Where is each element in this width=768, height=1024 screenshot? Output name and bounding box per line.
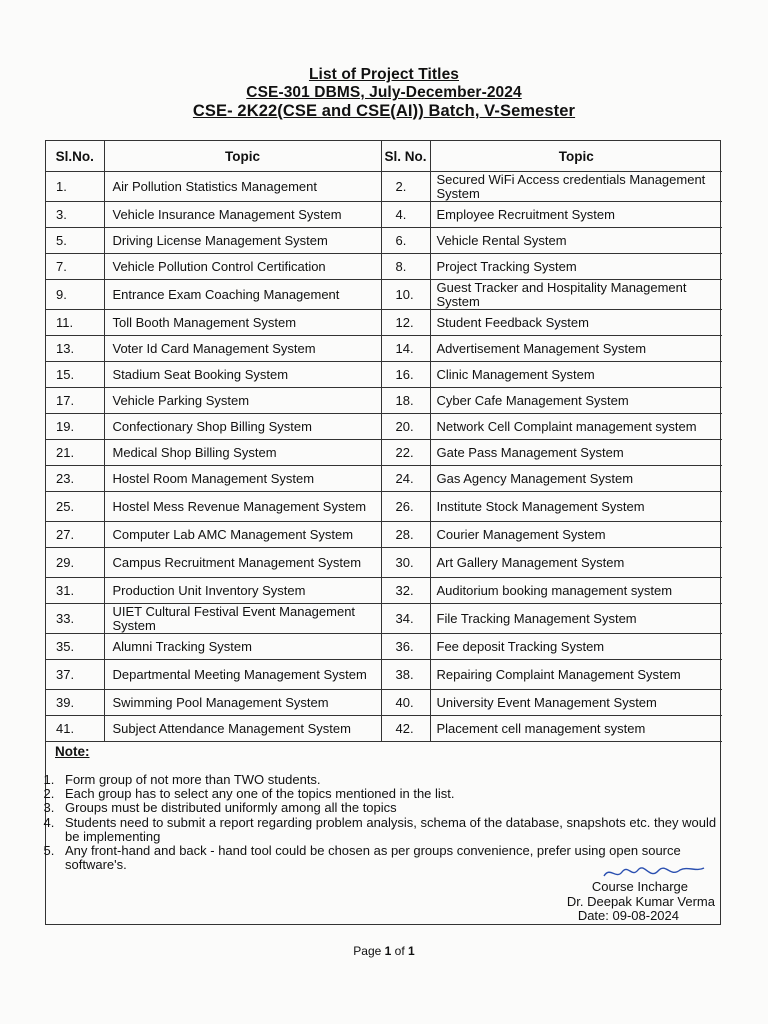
sl-number: 26.: [381, 492, 430, 522]
document-header: [0, 66, 768, 120]
project-table: [46, 141, 722, 742]
table-row: [46, 522, 722, 548]
sl-number: 1.: [46, 172, 104, 202]
sl-number: 8.: [381, 254, 430, 280]
sl-number: 39.: [46, 690, 104, 716]
sl-number: 3.: [46, 202, 104, 228]
sl-number: 31.: [46, 578, 104, 604]
topic-cell: Vehicle Insurance Management System: [104, 202, 381, 228]
topic-cell: Air Pollution Statistics Management: [104, 172, 381, 202]
sl-number: 20.: [381, 414, 430, 440]
topic-cell: Art Gallery Management System: [430, 548, 722, 578]
table-row: [46, 634, 722, 660]
sl-number: 2.: [381, 172, 430, 202]
sl-number: 37.: [46, 660, 104, 690]
table-row: [46, 388, 722, 414]
topic-cell: Gas Agency Management System: [430, 466, 722, 492]
table-row: [46, 362, 722, 388]
sl-number: 15.: [46, 362, 104, 388]
sl-number: 23.: [46, 466, 104, 492]
sl-number: 40.: [381, 690, 430, 716]
topic-cell: Advertisement Management System: [430, 336, 722, 362]
note-item: 2. Each group has to select any one of the topics mentioned in the list.: [58, 787, 718, 801]
course-title: CSE-301 DBMS, July-December-2024: [246, 84, 522, 101]
note-list: [11, 773, 718, 872]
sl-number: 19.: [46, 414, 104, 440]
sl-number: 24.: [381, 466, 430, 492]
topic-cell: Hostel Mess Revenue Management System: [104, 492, 381, 522]
project-table-frame: [45, 140, 721, 925]
col-header-slno-2: Sl. No.: [381, 141, 430, 172]
total-pages: 1: [408, 944, 415, 958]
note-item: 1. Form group of not more than TWO students.: [58, 773, 718, 787]
topic-cell: Voter Id Card Management System: [104, 336, 381, 362]
doc-title: List of Project Titles: [308, 66, 460, 83]
topic-cell: Vehicle Parking System: [104, 388, 381, 414]
sl-number: 30.: [381, 548, 430, 578]
sl-number: 27.: [46, 522, 104, 548]
sl-number: 18.: [381, 388, 430, 414]
topic-cell: Repairing Complaint Management System: [430, 660, 722, 690]
sl-number: 14.: [381, 336, 430, 362]
table-row: [46, 440, 722, 466]
sl-number: 5.: [46, 228, 104, 254]
sl-number: 42.: [381, 716, 430, 742]
sl-number: 6.: [381, 228, 430, 254]
topic-cell: Entrance Exam Coaching Management: [104, 280, 381, 310]
current-page: 1: [384, 944, 392, 958]
topic-cell: Project Tracking System: [430, 254, 722, 280]
topic-cell: Institute Stock Management System: [430, 492, 722, 522]
sl-number: 21.: [46, 440, 104, 466]
sl-number: 38.: [381, 660, 430, 690]
note-item: 4. Students need to submit a report regarding problem analysis, schema of the database, snapshots etc. they would be implementing: [58, 816, 718, 844]
table-row: [46, 466, 722, 492]
sl-number: 4.: [381, 202, 430, 228]
table-row: [46, 254, 722, 280]
topic-cell: Courier Management System: [430, 522, 722, 548]
topic-cell: Auditorium booking management system: [430, 578, 722, 604]
topic-cell: Clinic Management System: [430, 362, 722, 388]
sl-number: 13.: [46, 336, 104, 362]
signature-block: [567, 880, 715, 924]
topic-cell: Toll Booth Management System: [104, 310, 381, 336]
topic-cell: Alumni Tracking System: [104, 634, 381, 660]
sl-number: 12.: [381, 310, 430, 336]
topic-cell: Subject Attendance Management System: [104, 716, 381, 742]
sl-number: 28.: [381, 522, 430, 548]
sl-number: 7.: [46, 254, 104, 280]
sl-number: 35.: [46, 634, 104, 660]
sl-number: 16.: [381, 362, 430, 388]
topic-cell: Secured WiFi Access credentials Management System: [430, 172, 722, 202]
topic-cell: Stadium Seat Booking System: [104, 362, 381, 388]
topic-cell: Swimming Pool Management System: [104, 690, 381, 716]
topic-cell: Confectionary Shop Billing System: [104, 414, 381, 440]
topic-cell: Placement cell management system: [430, 716, 722, 742]
topic-cell: Guest Tracker and Hospitality Management System: [430, 280, 722, 310]
topic-cell: Fee deposit Tracking System: [430, 634, 722, 660]
table-row: [46, 414, 722, 440]
sl-number: 34.: [381, 604, 430, 634]
table-row: [46, 492, 722, 522]
note-item: 5. Any front-hand and back - hand tool could be chosen as per groups convenience, prefer using open source software's.: [58, 844, 718, 872]
topic-cell: Gate Pass Management System: [430, 440, 722, 466]
table-row: [46, 202, 722, 228]
batch-title: CSE- 2K22(CSE and CSE(AI)) Batch, V-Semester: [192, 102, 576, 120]
topic-cell: Employee Recruitment System: [430, 202, 722, 228]
topic-cell: File Tracking Management System: [430, 604, 722, 634]
table-row: [46, 228, 722, 254]
signature-stroke: [604, 868, 704, 876]
table-row: [46, 336, 722, 362]
topic-cell: Driving License Management System: [104, 228, 381, 254]
sl-number: 32.: [381, 578, 430, 604]
table-row: [46, 172, 722, 202]
topic-cell: Vehicle Pollution Control Certification: [104, 254, 381, 280]
topic-cell: Network Cell Complaint management system: [430, 414, 722, 440]
table-row: [46, 548, 722, 578]
topic-cell: Medical Shop Billing System: [104, 440, 381, 466]
topic-cell: Production Unit Inventory System: [104, 578, 381, 604]
topic-cell: Student Feedback System: [430, 310, 722, 336]
sl-number: 10.: [381, 280, 430, 310]
page-footer: Page 1 of 1: [353, 944, 415, 958]
sl-number: 29.: [46, 548, 104, 578]
table-row: [46, 604, 722, 634]
table-row: [46, 690, 722, 716]
table-row: [46, 716, 722, 742]
topic-cell: Vehicle Rental System: [430, 228, 722, 254]
table-row: [46, 280, 722, 310]
sl-number: 33.: [46, 604, 104, 634]
sl-number: 22.: [381, 440, 430, 466]
sl-number: 36.: [381, 634, 430, 660]
sl-number: 17.: [46, 388, 104, 414]
table-row: [46, 660, 722, 690]
signatory-role: Course Incharge: [591, 879, 688, 894]
sl-number: 25.: [46, 492, 104, 522]
sl-number: 9.: [46, 280, 104, 310]
signature-date: Date: 09-08-2024: [577, 908, 679, 923]
col-header-topic: Topic: [104, 141, 381, 172]
note-item: 3. Groups must be distributed uniformly among all the topics: [58, 801, 718, 815]
note-heading: Note:: [55, 744, 90, 759]
sl-number: 11.: [46, 310, 104, 336]
table-row: [46, 310, 722, 336]
topic-cell: UIET Cultural Festival Event Management System: [104, 604, 381, 634]
topic-cell: Computer Lab AMC Management System: [104, 522, 381, 548]
topic-cell: Cyber Cafe Management System: [430, 388, 722, 414]
signatory-name: Dr. Deepak Kumar Verma: [566, 893, 715, 909]
table-row: [46, 578, 722, 604]
col-header-topic-2: Topic: [430, 141, 722, 172]
topic-cell: Departmental Meeting Management System: [104, 660, 381, 690]
table-header-row: [46, 141, 722, 172]
col-header-slno: Sl.No.: [46, 141, 104, 172]
topic-cell: Hostel Room Management System: [104, 466, 381, 492]
topic-cell: Campus Recruitment Management System: [104, 548, 381, 578]
sl-number: 41.: [46, 716, 104, 742]
topic-cell: University Event Management System: [430, 690, 722, 716]
